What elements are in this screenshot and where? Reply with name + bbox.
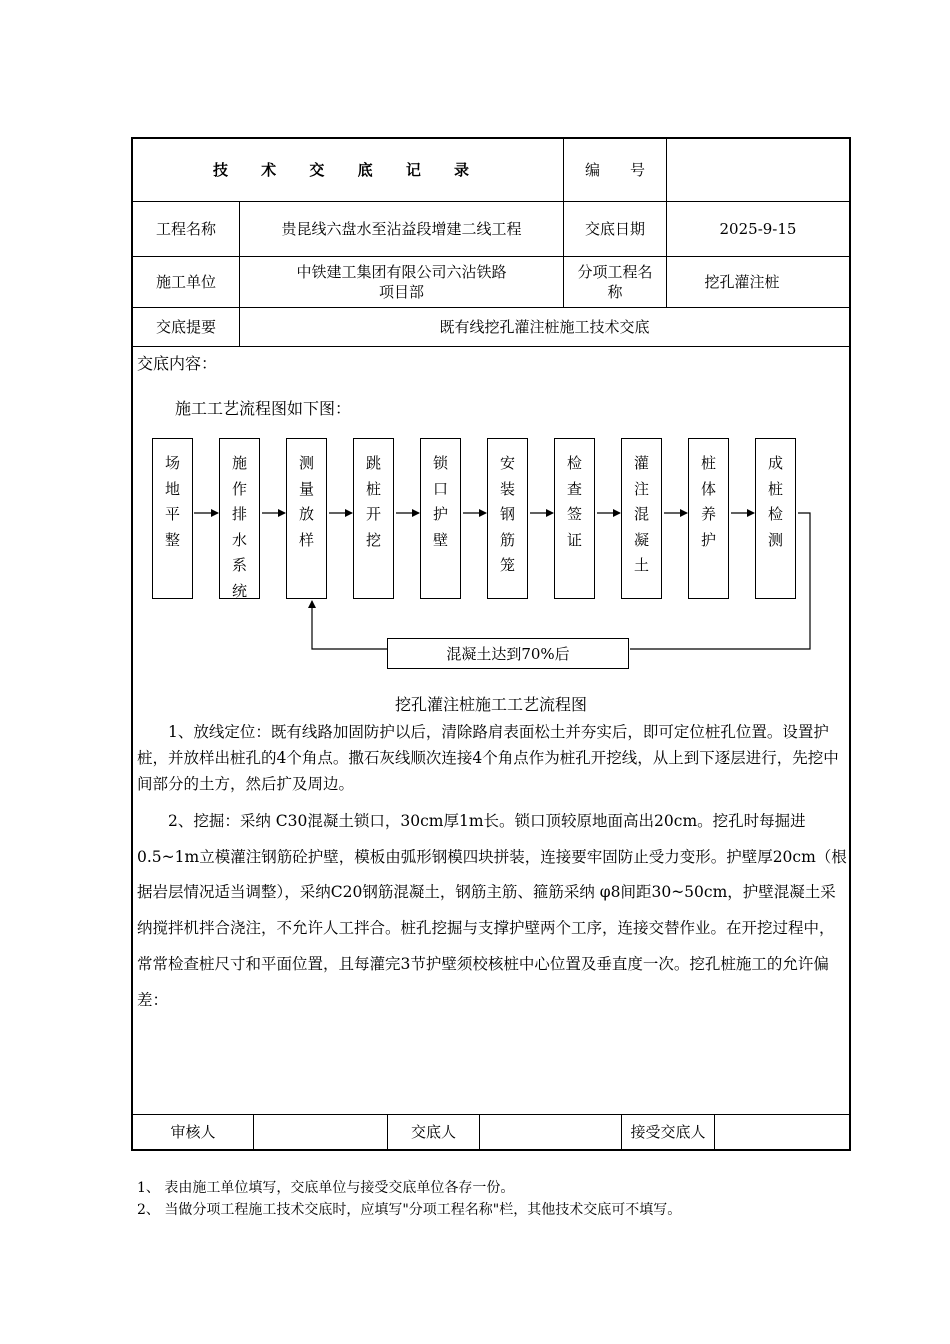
project-name-field[interactable]: 贵昆线六盘水至沾益段增建二线工程 — [281, 220, 522, 238]
flow-intro: 施工工艺流程图如下图： — [175, 399, 352, 418]
flow-step-label: 施 作 排 水 系 统 — [231, 454, 247, 600]
sub-project-label-line-2: 称 — [607, 283, 623, 301]
flow-step — [152, 438, 193, 599]
discloser-field[interactable] — [480, 1115, 621, 1149]
paragraph-2 — [137, 804, 848, 1018]
summary-label: 交底提要 — [155, 318, 216, 336]
receiver-field[interactable] — [715, 1115, 849, 1149]
paragraph-1 — [137, 719, 848, 797]
form-title: 技 术 交 底 记 录 — [212, 161, 484, 179]
content-heading: 交底内容： — [137, 354, 218, 373]
sub-project-label-line-1: 分项工程名 — [577, 263, 653, 281]
flow-step-label: 成 桩 检 测 — [767, 454, 783, 549]
flow-step-label: 跳 桩 开 挖 — [365, 454, 381, 549]
flow-step — [353, 438, 394, 599]
unit-label: 施工单位 — [155, 273, 216, 291]
paragraph-2-text: 2、挖掘：采纳 C30混凝土锁口，30cm厚1m长。锁口顶较原地面高出20cm。挖孔时每掘进0.5~1m立模灌注钢筋砼护壁，模板由弧形钢模四块拼装，连接要牢固防止受力变形。护壁厚20cm（根据岩层情况适当调整），采纳C20钢筋混凝土，钢筋主筋、箍筋采纳 φ8间距30~50cm，护壁混凝土采纳搅拌机拌合浇注，不允许人工拌合。桩孔挖掘与支撑护壁两个工序，连接交替作业。在开挖过程中，常常检查桩尺寸和平面位置，且每灌完3节护壁须校核桩中心位置及垂直度一次。挖孔桩施工的允许偏差： — [137, 812, 847, 1009]
sub-project-field[interactable]: 挖孔灌注桩 — [704, 273, 780, 291]
flow-step — [621, 438, 662, 599]
flow-step-label: 场 地 平 整 — [164, 454, 180, 549]
flow-step-label: 检 查 签 证 — [566, 454, 582, 549]
flow-step-label: 安 装 钢 筋 笼 — [499, 454, 515, 574]
unit-line-1: 中铁建工集团有限公司六沾铁路 — [296, 263, 507, 281]
flow-step-label: 测 量 放 样 — [298, 454, 314, 549]
paragraph-1-text: 1、放线定位：既有线路加固防护以后，清除路肩表面松土并夯实后，即可定位桩孔位置。设置护桩，并放样出桩孔的4个角点。撒石灰线顺次连接4个角点作为桩孔开挖线，从上到下逐层进行，先挖中间部分的土方，然后扩及周边。 — [137, 723, 839, 793]
flow-step-label: 桩 体 养 护 — [700, 454, 716, 549]
flow-caption: 挖孔灌注桩施工工艺流程图 — [394, 695, 587, 714]
footnote-2: 2、 当做分项工程施工技术交底时，应填写"分项工程名称"栏，其他技术交底可不填写。 — [137, 1202, 682, 1218]
flow-step — [554, 438, 595, 599]
flow-step — [219, 438, 260, 599]
date-label: 交底日期 — [584, 220, 645, 238]
date-field[interactable]: 2025-9-15 — [719, 220, 797, 238]
reviewer-field[interactable] — [254, 1115, 387, 1149]
footnote-1: 1、 表由施工单位填写，交底单位与接受交底单位各存一份。 — [137, 1180, 515, 1196]
flow-step-label: 锁 口 护 壁 — [432, 454, 448, 549]
unit-line-2: 项目部 — [378, 283, 424, 301]
summary-field[interactable]: 既有线挖孔灌注桩施工技术交底 — [439, 318, 650, 336]
project-name-label: 工程名称 — [155, 220, 216, 238]
flow-step — [688, 438, 729, 599]
flow-step — [755, 438, 796, 599]
flow-step — [286, 438, 327, 599]
flow-step — [420, 438, 461, 599]
flow-step-label: 灌 注 混 凝 土 — [633, 454, 649, 574]
loop-condition-label: 混凝土达到70%后 — [387, 638, 629, 669]
discloser-label: 交底人 — [410, 1123, 456, 1141]
code-label: 编 号 — [584, 161, 645, 179]
flow-step — [487, 438, 528, 599]
receiver-label: 接受交底人 — [630, 1123, 706, 1141]
reviewer-label: 审核人 — [170, 1123, 216, 1141]
